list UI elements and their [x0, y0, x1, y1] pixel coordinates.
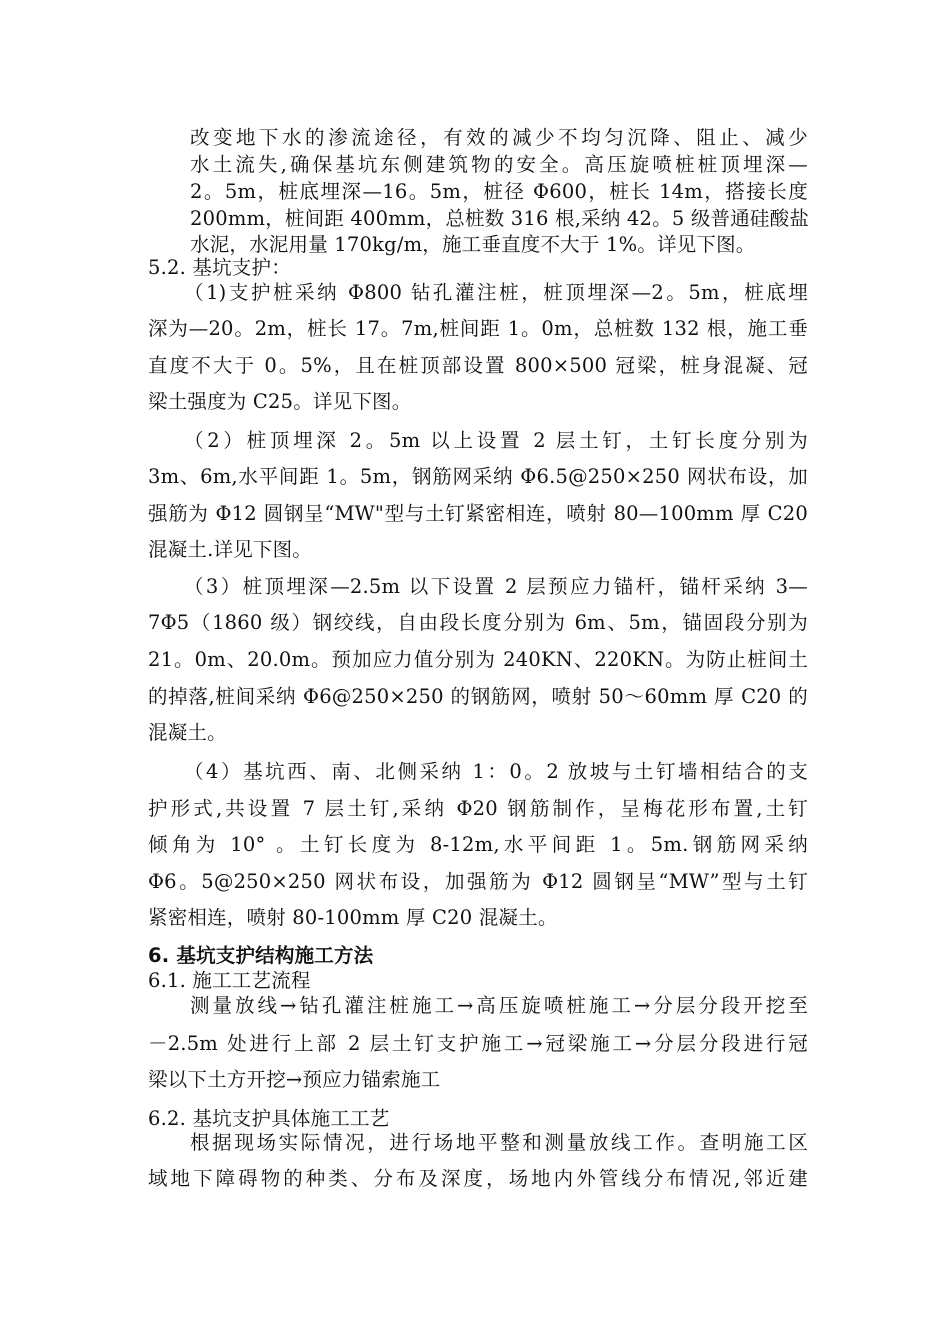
- text-line: 200mm，桩间距 400mm，总桩数 316 根,采纳 42。5 级普通硅酸盐: [190, 207, 810, 230]
- text-line: 梁以下土方开挖→预应力锚索施工: [148, 1068, 441, 1091]
- subsection-heading-6-2: 6.2. 基坑支护具体施工工艺: [148, 1107, 390, 1130]
- text-line: 水泥，水泥用量 170kg/m，施工垂直度不大于 1%。详见下图。: [190, 233, 756, 256]
- text-line: 深为—20。2m，桩长 17。7m,桩间距 1。0m，总桩数 132 根，施工垂: [148, 317, 808, 340]
- text-line: 改变地下水的渗流途径，有效的减少不均匀沉降、阻止、减少: [190, 126, 808, 149]
- text-line: 根据现场实际情况，进行场地平整和测量放线工作。查明施工区: [190, 1131, 808, 1154]
- text-line: 水土流失,确保基坑东侧建筑物的安全。高压旋喷桩桩顶埋深—: [190, 153, 808, 176]
- text-line: 2。5m，桩底埋深—16。5m，桩径 Φ600，桩长 14m，搭接长度: [190, 180, 808, 203]
- section-heading-5-2: 5.2. 基坑支护：: [148, 256, 291, 279]
- text-line: 强筋为 Φ12 圆钢呈“MW"型与土钉紧密相连，喷射 80—100mm 厚 C20: [148, 502, 808, 525]
- section-heading-6: 6. 基坑支护结构施工方法: [148, 944, 374, 967]
- text-line: 直度不大于 0。5%，且在桩顶部设置 800×500 冠梁，桩身混凝、冠: [148, 354, 808, 377]
- text-line: 的掉落,桩间采纳 Φ6@250×250 的钢筋网，喷射 50～60mm 厚 C20 的: [148, 685, 808, 708]
- text-line: 护形式,共设置 7 层土钉,采纳 Φ20 钢筋制作，呈梅花形布置,土钉: [148, 797, 808, 820]
- text-line: 紧密相连，喷射 80-100mm 厚 C20 混凝土。: [148, 906, 558, 929]
- text-line: 7Φ5（1860 级）钢绞线，自由段长度分别为 6m、5m，锚固段分别为: [148, 611, 808, 634]
- text-line: 3m、6m,水平间距 1。5m，钢筋网采纳 Φ6.5@250×250 网状布设，加: [148, 465, 808, 488]
- text-line: 混凝土.详见下图。: [148, 538, 312, 561]
- text-line: 梁土强度为 C25。详见下图。: [148, 390, 412, 413]
- text-line: 测量放线→钻孔灌注桩施工→高压旋喷桩施工→分层分段开挖至: [190, 994, 808, 1017]
- text-line: （1)支护桩采纳 Φ800 钻孔灌注桩，桩顶埋深—2。5m，桩底埋: [184, 281, 808, 304]
- text-line: 域地下障碍物的种类、分布及深度，场地内外管线分布情况,邻近建: [148, 1167, 808, 1190]
- subsection-heading-6-1: 6.1. 施工工艺流程: [148, 969, 311, 992]
- text-line: 倾角为 10° 。土钉长度为 8-12m,水平间距 1。5m.钢筋网采纳: [148, 833, 808, 856]
- text-line: －2.5m 处进行上部 2 层土钉支护施工→冠梁施工→分层分段进行冠: [148, 1032, 808, 1055]
- text-line: （3）桩顶埋深—2.5m 以下设置 2 层预应力锚杆，锚杆采纳 3—: [184, 575, 808, 598]
- text-line: Φ6。5@250×250 网状布设，加强筋为 Φ12 圆钢呈“MW”型与土钉: [148, 870, 808, 893]
- text-line: （2）桩顶埋深 2。5m 以上设置 2 层土钉，土钉长度分别为: [184, 429, 808, 452]
- text-line: 21。0m、20.0m。预加应力值分别为 240KN、220KN。为防止桩间土: [148, 648, 808, 671]
- text-line: 混凝土。: [148, 721, 227, 744]
- text-line: （4）基坑西、南、北侧采纳 1：0。2 放坡与土钉墙相结合的支: [184, 760, 808, 783]
